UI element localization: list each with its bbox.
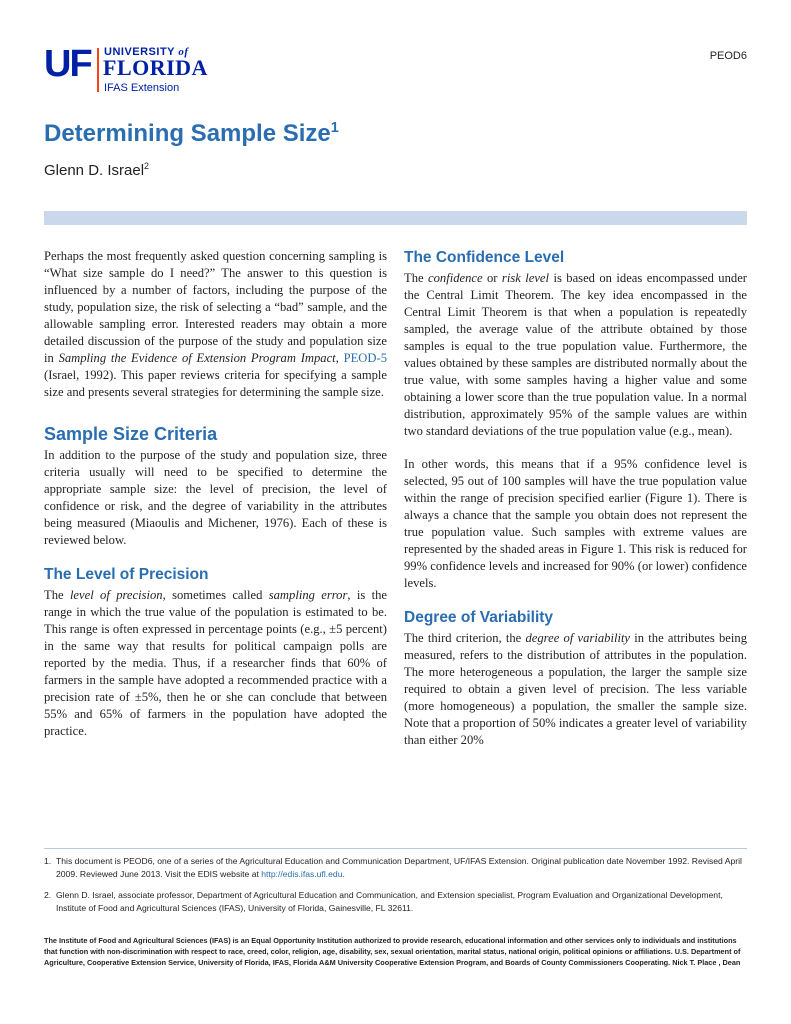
confidence-level-heading: The Confidence Level — [404, 249, 565, 266]
document-id: PEOD6 — [709, 50, 747, 62]
criteria-paragraph: In addition to the purpose of the study and population size, three criteria usually will need to be specified to determine the appropriate sample size: the level of precision, the level of confidence or risk, and the degree of variability in the attributes being measured (Miaoulis and Michener, 1976). Each of these is reviewed below. — [44, 448, 387, 547]
right-column — [404, 248, 747, 749]
legal-notice: The Institute of Food and Agricultural Sciences (IFAS) is an Equal Opportunity Institution authorized to provide research, educational information and other services only to individuals and institutions that function with non-discrimination with respect to race, creed, color, religion, age, disability, sex, sexual orientation, marital status, national origin, political opinions or affiliations. U.S. Department of Agriculture, Cooperative Extension Service, University of Florida, IFAS, Florida A&M University Cooperative Extension Program, and Boards of County Commissioners Cooperating. Nick T. Place , Dean — [44, 936, 741, 967]
logo-divider — [97, 48, 99, 92]
title-footnote-ref[interactable]: 1 — [330, 120, 339, 136]
left-column — [44, 248, 387, 740]
confidence-paragraph-2: In other words, this means that if a 95% confidence level is selected, 95 out of 100 samples will have the true population value within the range of precision specified earlier (Figure 1). There is always a chance that the sample you obtain does not represent the true population value. Such samples with extreme values are represented by the shaded areas in Figure 1. This risk is reduced for 99% confidence levels and increased for 90% (or lower) confidence levels. — [404, 457, 747, 590]
footnotes — [44, 848, 747, 923]
level-of-precision-heading: The Level of Precision — [44, 566, 209, 583]
confidence-paragraph-1: The confidence or risk level is based on ideas encompassed under the Central Limit Theorem. The key idea encompassed in the Central Limit Theorem is that when a population is repeatedly sampled, the average value of the attribute obtained by those samples is equal to the true population value. Furthermore, the values obtained by these samples are distributed normally about the true value, with some samples having a higher value and some obtaining a lower score than the true population value. In a normal distribution, approximately 95% of the sample values are within two standard deviations of the true population value (e.g., mean). — [404, 271, 747, 438]
author-footnote-ref[interactable]: 2 — [144, 161, 150, 171]
author-line: Glenn D. Israel$^2$ — [44, 161, 150, 179]
page-title: Determining Sample Size$^1$ — [44, 120, 339, 147]
footnote-2: 2. Glenn D. Israel, associate professor, Department of Agricultural Education and Communication, and Extension specialist, Program Evaluation and Organizational Development, Institute of Food and Agricultural Sciences (IFAS), University of Florida, Gainesville, FL 32611. — [44, 890, 723, 913]
logo-uf: UF — [44, 43, 91, 85]
uf-ifas-logo — [44, 44, 214, 96]
sample-size-criteria-heading: Sample Size Criteria — [44, 424, 218, 444]
peod-5-link[interactable]: PEOD-5 — [343, 351, 387, 365]
variability-paragraph: The third criterion, the degree of variability in the attributes being measured, refers to the distribution of attributes in the population. The more heterogeneous a population, the larger the sample size required to obtain a given level of precision. The less variable (more homogeneous) a population, the smaller the sample size. Note that a proportion of 50% indicates a greater level of variability than either 20% — [404, 631, 747, 747]
edis-link[interactable]: http://edis.ifas.ufl.edu — [261, 868, 343, 879]
intro-paragraph: Perhaps the most frequently asked question concerning sampling is “What size sample do I need?” The answer to this question is influenced by a number of factors, including the purpose of the study, population size, the risk of selecting a “bad” sample, and the allowable sampling error. Interested readers may obtain a more detailed discussion of the purpose of the study and population size in Sampling the Evidence of Extension Program Impact, PEOD-5 (Israel, 1992). This paper reviews criteria for specifying a sample size and presents several strategies for determining the sample size. — [44, 249, 387, 399]
logo-university: UNIVERSITY of — [104, 46, 189, 58]
precision-paragraph: The level of precision, sometimes called sampling error, is the range in which the true value of the population is estimated to be. This range is often expressed in percentage points (e.g., ±5 percent) in the same way that results for political campaign polls are reported by the media. Thus, if a researcher finds that 60% of farmers in the sample have adopted a recommended practice with a precision rate of ±5%, then he or she can conclude that between 55% and 65% of farmers in the population have adopted the practice. — [44, 588, 388, 738]
logo-ifas-extension: IFAS Extension — [104, 82, 180, 94]
footnote-1: 1. This document is PEOD6, one of a series of the Agricultural Education and Communication Department, UF/IFAS Extension. Original publication date November 1992. Revised April 2009. Reviewed June 2013. Visit the EDIS website at http://edis.ifas.ufl.edu. — [44, 856, 742, 879]
degree-of-variability-heading: Degree of Variability — [404, 609, 554, 626]
header-divider-band — [44, 211, 747, 225]
logo-florida: FLORIDA — [103, 55, 208, 80]
